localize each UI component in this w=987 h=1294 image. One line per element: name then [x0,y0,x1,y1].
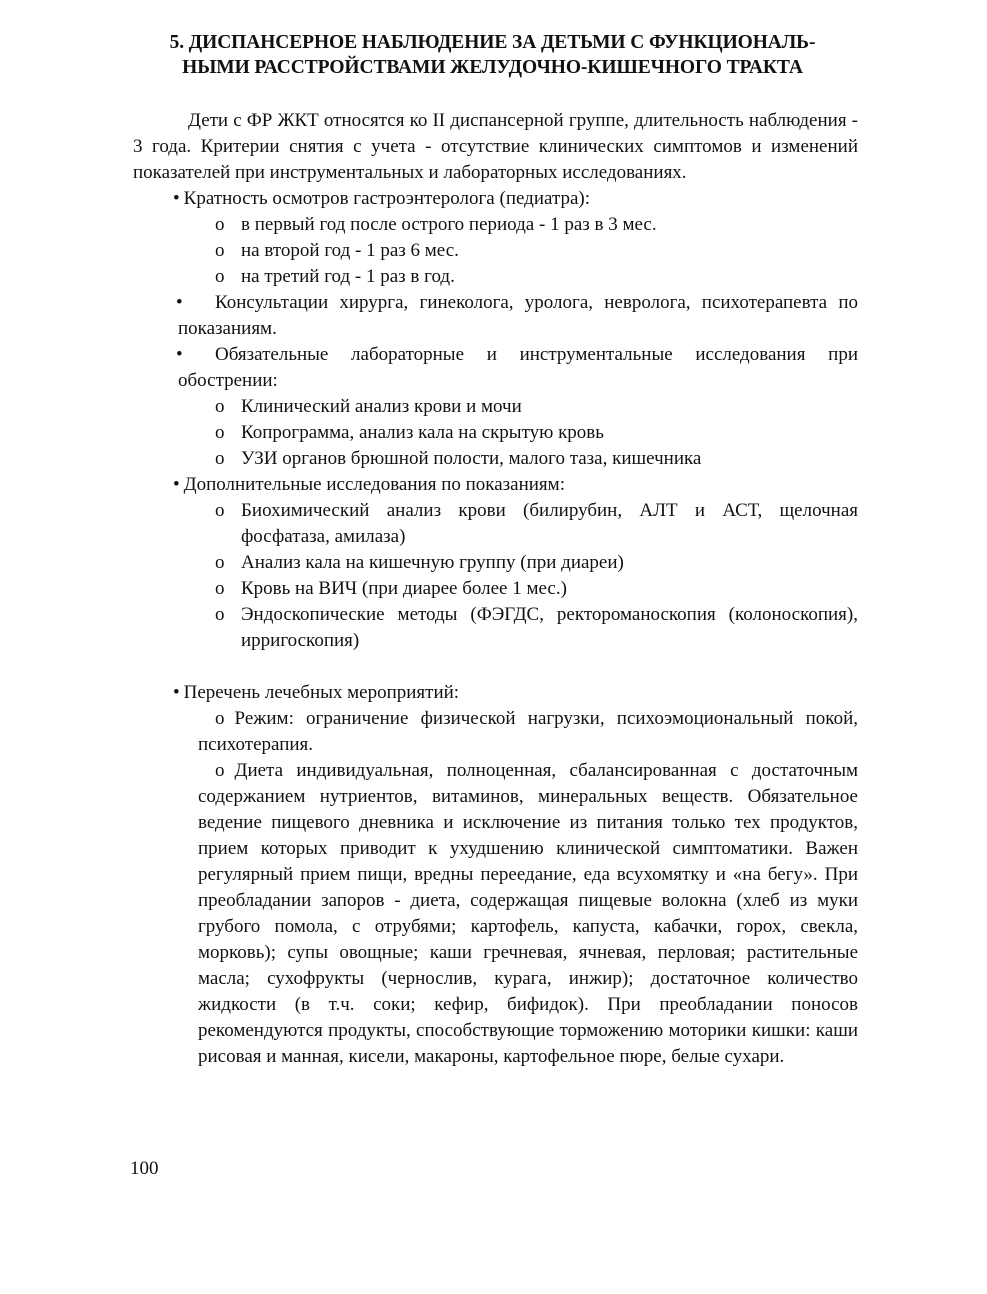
intro-paragraph: Дети с ФР ЖКТ относятся ко II диспансерной группе, длительность наблюдения - 3 года. Критерии снятия с учета - отсутствие клинических симптомов и изменений показателей при инструментальных и лабораторных исследованиях. [133,110,858,183]
sub-marker: o [215,500,225,521]
list-item: o Копрограмма, анализ кала на скрытую кровь [133,420,858,446]
bullet-marker: • [176,344,183,365]
list-item: o Биохимический анализ крови (билирубин, АЛТ и АСТ, щелочная фосфатаза, амилаза) [215,500,858,547]
sub-marker: o [215,396,225,417]
list-item: o Кровь на ВИЧ (при диарее более 1 мес.) [133,576,858,602]
list-item: o Диета индивидуальная, полноценная, сбалансированная с достаточным содержанием нутриентов, витаминов, минеральных веществ. Обязательное ведение пищевого дневника и исключение из питания только тех продуктов, прием которых приводит к ухудшению клинической симптоматики. Важен регулярный прием пищи, вредны переедание, еда всухомятку и «на бегу». При преобладании запоров - диета, содержащая пищевые волокна (хлеб из муки грубого помола, с отрубями; картофель, капуста, кабачки, горох, свекла, морковь); супы овощные; каши гречневая, ячневая, перловая; растительные масла; сухофрукты (чернослив, курага, инжир); достаточное количество жидкости (в т.ч. соки; кефир, бифидок). При преобладании поносов рекомендуются продукты, способствующие торможению моторики кишки: каши рисовая и манная, кисели, макароны, картофельное пюре, белые сухари. [198,760,858,1067]
chapter-title-line-1: 5. ДИСПАНСЕРНОЕ НАБЛЮДЕНИЕ ЗА ДЕТЬМИ С ФУНКЦИОНАЛЬ- [169,32,816,53]
sub-marker: o [215,266,225,287]
sub-marker: o [215,240,225,261]
sub-marker: o [215,214,225,235]
list-item: o УЗИ органов брюшной полости, малого таза, кишечника [133,446,858,472]
sub-marker: o [215,760,225,781]
treatment-heading: • Перечень лечебных мероприятий: [173,682,460,703]
bullet-marker: • [173,474,180,495]
list-item: o Эндоскопические методы (ФЭГДС, ректороманоскопия (колоноскопия), ирригоскопия) [215,604,858,651]
chapter-title-line-2: НЫМИ РАССТРОЙСТВАМИ ЖЕЛУДОЧНО-КИШЕЧНОГО ТРАКТА [182,57,803,78]
sub-marker: o [215,578,225,599]
exams-heading: • Кратность осмотров гастроэнтеролога (педиатра): [173,188,591,209]
list-item: o на второй год - 1 раз 6 мес. [133,238,858,264]
sub-marker: o [215,708,225,729]
bullet-marker: • [176,292,183,313]
document-body [133,108,858,1070]
list-item: o Клинический анализ крови и мочи [133,394,858,420]
sub-marker: o [215,552,225,573]
sub-marker: o [215,422,225,443]
additional-heading: • Дополнительные исследования по показаниям: [173,474,565,495]
list-item: o в первый год после острого периода - 1 раз в 3 мес. [133,212,858,238]
sub-marker: o [215,604,225,625]
consult-paragraph: • Консультации хирурга, гинеколога, уролога, невролога, психотерапевта по показаниям. [176,292,858,339]
sub-marker: o [215,448,225,469]
spacer [133,654,858,680]
list-item: o Анализ кала на кишечную группу (при диареи) [133,550,858,576]
list-item: o Режим: ограничение физической нагрузки, психоэмоциональный покой, психотерапия. [198,708,858,755]
bullet-marker: • [173,682,180,703]
bullet-marker: • [173,188,180,209]
list-item: o на третий год - 1 раз в год. [133,264,858,290]
page-number: 100 [130,1158,159,1179]
mandatory-heading: • Обязательные лабораторные и инструментальные исследования при обострении: [176,344,858,391]
chapter-title [130,30,855,80]
